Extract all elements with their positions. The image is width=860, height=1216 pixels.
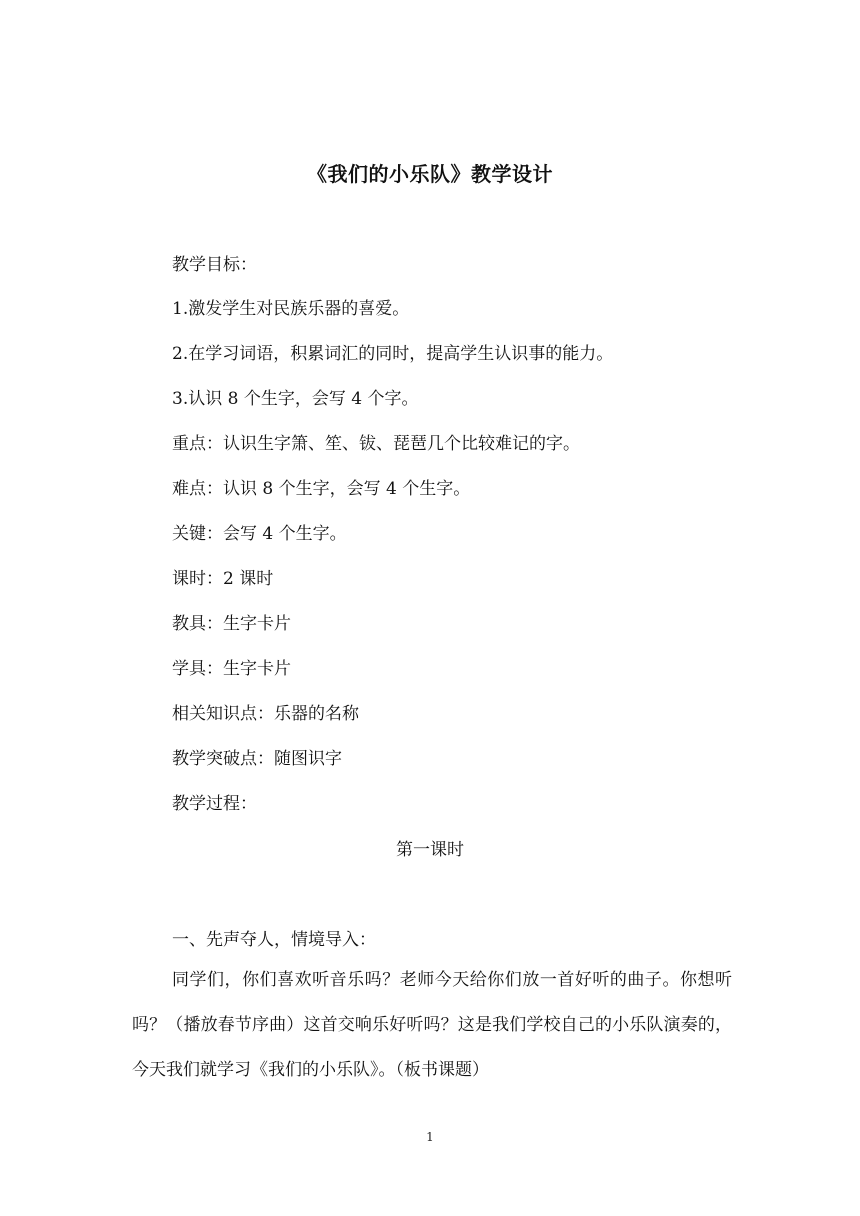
document-title: 《我们的小乐队》教学设计: [307, 162, 553, 186]
teaching-goals-heading: 教学目标：: [172, 255, 257, 275]
subsection-heading: 一、先声夺人，情境导入：: [172, 930, 376, 950]
goal-item-1: 1.激发学生对民族乐器的喜爱。: [172, 299, 410, 319]
teaching-process-heading: 教学过程：: [172, 794, 257, 814]
goal-item-3: 3.认识 8 个生字，会写 4 个字。: [172, 389, 419, 409]
teaching-aids-line: 教具：生字卡片: [172, 614, 291, 634]
class-hours-line: 课时：2 课时: [172, 569, 274, 589]
body-paragraph: 同学们，你们喜欢听音乐吗？老师今天给你们放一首好听的曲子。你想听吗？（播放春节序曲）这首交响乐好听吗？这是我们学校自己的小乐队演奏的，今天我们就学习《我们的小乐队》。（板书课题）: [132, 970, 732, 1080]
goal-item-2: 2.在学习词语，积累词汇的同时，提高学生认识事的能力。: [172, 344, 614, 364]
breakthrough-line: 教学突破点：随图识字: [172, 749, 342, 769]
key-points-line: 重点：认识生字箫、笙、钹、琵琶几个比较难记的字。: [172, 434, 580, 454]
related-knowledge-line: 相关知识点：乐器的名称: [172, 704, 359, 724]
page-number: 1: [426, 1130, 434, 1144]
key-line: 关键：会写 4 个生字。: [172, 524, 347, 544]
learning-aids-line: 学具：生字卡片: [172, 659, 291, 679]
section-heading: 第一课时: [396, 840, 464, 860]
difficulties-line: 难点：认识 8 个生字，会写 4 个生字。: [172, 479, 471, 499]
